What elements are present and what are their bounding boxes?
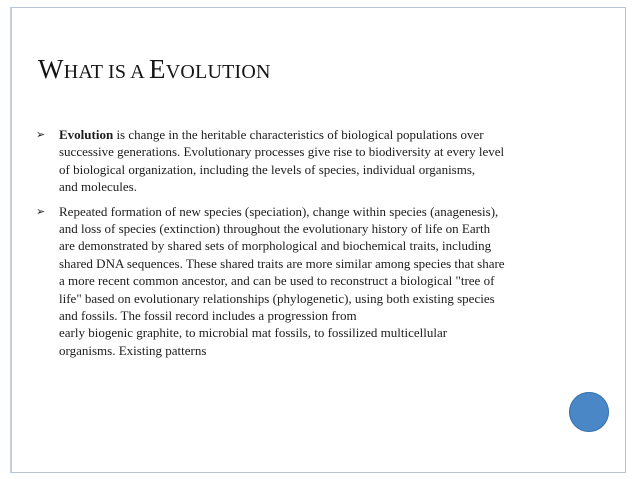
decorative-circle (569, 392, 609, 432)
bullet-line: successive generations. Evolutionary processes give rise to biodiversity at every level (59, 144, 505, 160)
arrowhead-bullet-icon: ➢ (36, 128, 46, 141)
bullet-text: is change in the heritable characteristics of biological populations over (113, 127, 484, 142)
bold-term: Evolution (59, 127, 114, 142)
bullet-line: shared DNA sequences. These shared traits are more similar among species that share (59, 255, 505, 271)
slide-title (38, 56, 271, 83)
bullet-line: Repeated formation of new species (speciation), change within species (anagenesis), (59, 203, 499, 219)
title-small-caps-2: VOLUTION (165, 61, 271, 83)
bullet-line: and fossils. The fossil record includes a progression from (59, 308, 357, 324)
bullet-line: and loss of species (extinction) throughout the evolutionary history of life on Earth (59, 221, 491, 237)
bullet-line: early biogenic graphite, to microbial mat fossils, to fossilized multicellular (59, 325, 448, 341)
title-initial-e: E (149, 54, 166, 84)
bullet-line (59, 126, 576, 143)
bullet-item-evolution-definition (36, 126, 576, 196)
bullet-line: are demonstrated by shared sets of morphological and biochemical traits, including (59, 238, 492, 254)
bullet-line: organisms. Existing patterns (59, 342, 207, 358)
arrowhead-bullet-icon: ➢ (36, 204, 46, 218)
bullet-line: and molecules. (59, 179, 137, 195)
bullet-line: a more recent common ancestor, and can be used to reconstruct a biological "tree of (59, 273, 495, 289)
title-initial-w: W (38, 54, 64, 84)
bullet-list (36, 126, 576, 366)
title-small-caps-1: HAT IS A (63, 61, 150, 83)
bullet-line: of biological organization, including the levels of species, individual organisms, (59, 161, 476, 177)
bullet-item-speciation (36, 203, 576, 360)
bullet-line: life" based on evolutionary relationships (phylogenetic), using both existing species (59, 290, 495, 306)
